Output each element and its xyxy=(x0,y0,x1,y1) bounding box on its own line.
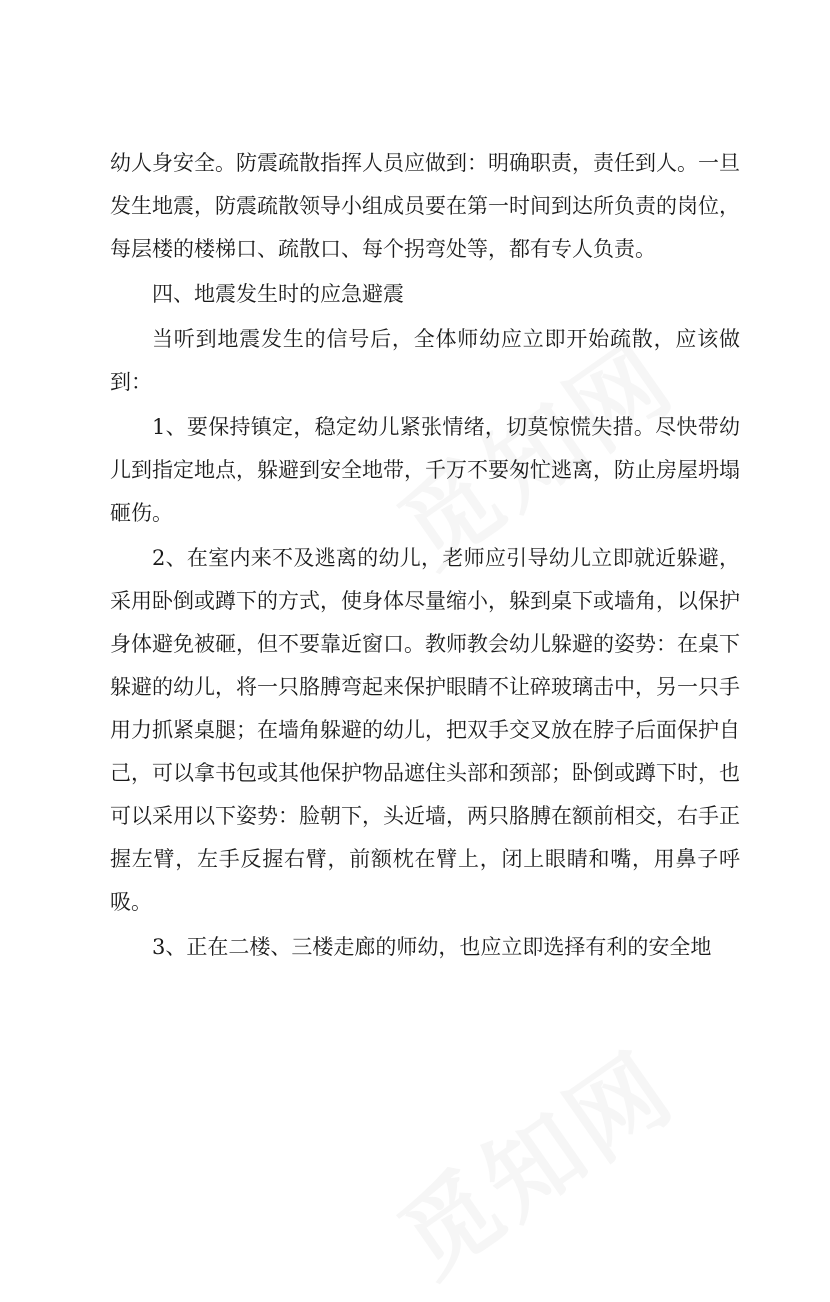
paragraph-evacuation-signal: 当听到地震发生的信号后，全体师幼应立即开始疏散，应该做到： xyxy=(110,327,740,394)
paragraph-safety-duties: 幼人身安全。防震疏散指挥人员应做到：明确职责，责任到人。一旦发生地震，防震疏散领导小组成员要在第一时间到达所负责的岗位，每层楼的楼梯口、疏散口、每个拐弯处等，都有专人负责。 xyxy=(110,151,740,261)
paragraph-item-3: 3、正在二楼、三楼走廊的师幼，也应立即选择有利的安全地 xyxy=(152,935,712,959)
paragraph-item-2: 2、在室内来不及逃离的幼儿，老师应引导幼儿立即就近躲避，采用卧倒或蹲下的方式，使身体尽量缩小，躲到桌下或墙角，以保护身体避免被砸，但不要靠近窗口。教师教会幼儿躲避的姿势：在桌下躲避的幼儿，将一只胳膊弯起来保护眼睛不让碎玻璃击中，另一只手用力抓紧桌腿；在墙角躲避的幼儿，把双手交叉放在脖子后面保护自己，可以拿书包或其他保护物品遮住头部和颈部；卧倒或蹲下时，也可以采用以下姿势：脸朝下，头近墙，两只胳膊在额前相交，右手正握左臂，左手反握右臂，前额枕在臂上，闭上眼睛和嘴，用鼻子呼吸。 xyxy=(110,546,740,914)
section-heading-emergency: 四、地震发生时的应急避震 xyxy=(152,282,404,306)
watermark xyxy=(368,1015,697,1302)
document-body xyxy=(110,142,740,971)
paragraph-item-1: 1、要保持镇定，稳定幼儿紧张情绪，切莫惊慌失措。尽快带幼儿到指定地点，躲避到安全地带，千万不要匆忙逃离，防止房屋坍塌砸伤。 xyxy=(110,415,740,525)
